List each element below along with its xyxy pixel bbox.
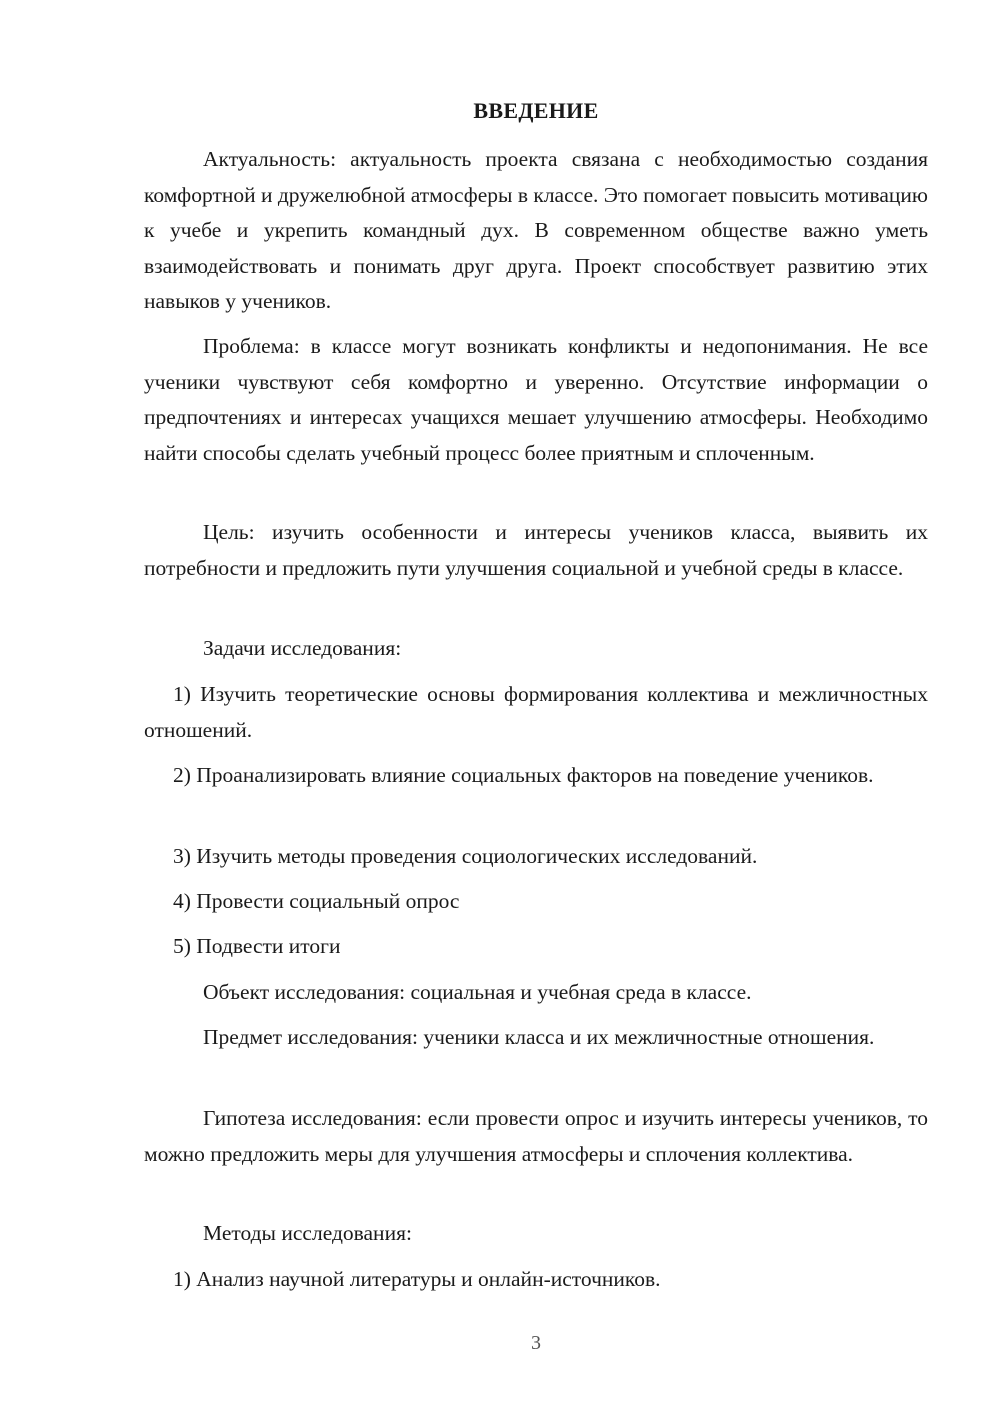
task-item-text: 2) Проанализировать влияние социальных факторов на поведение учеников. (173, 763, 874, 787)
task-item-4 (144, 884, 928, 920)
paragraph-object (144, 975, 928, 1011)
object-text: Объект исследования: социальная и учебная среда в классе. (203, 980, 752, 1004)
tasks-heading-text: Задачи исследования: (203, 636, 402, 660)
paragraph-goal (144, 515, 928, 586)
paragraph-subject (144, 1020, 928, 1056)
methods-heading (144, 1216, 928, 1252)
paragraph-problem (144, 329, 928, 471)
methods-heading-text: Методы исследования: (203, 1221, 412, 1245)
method-item-text: 1) Анализ научной литературы и онлайн-источников. (173, 1267, 661, 1291)
problem-text: Проблема: в классе могут возникать конфликты и недопонимания. Не все ученики чувствуют себя комфортно и уверенно. Отсутствие информации о предпочтениях и интересах учащихся мешает улучшению атмосферы. Необходимо найти способы сделать учебный процесс более приятным и сплоченным. (144, 334, 928, 465)
task-item-1 (144, 677, 928, 748)
task-item-text: 3) Изучить методы проведения социологических исследований. (173, 844, 758, 868)
task-item-text: 5) Подвести итоги (173, 934, 341, 958)
task-item-5 (144, 929, 928, 965)
subject-text: Предмет исследования: ученики класса и их межличностные отношения. (203, 1025, 875, 1049)
goal-text: Цель: изучить особенности и интересы учеников класса, выявить их потребности и предложить пути улучшения социальной и учебной среды в классе. (144, 520, 928, 580)
relevance-text: Актуальность: актуальность проекта связана с необходимостью создания комфортной и дружелюбной атмосферы в классе. Это помогает повысить мотивацию к учебе и укрепить командный дух. В современном обществе важно уметь взаимодействовать и понимать друг друга. Проект способствует развитию этих навыков у учеников. (144, 147, 928, 313)
method-item-1 (144, 1262, 928, 1298)
paragraph-relevance (144, 142, 928, 320)
task-item-text: 4) Провести социальный опрос (173, 889, 460, 913)
task-item-2 (144, 758, 928, 794)
paragraph-hypothesis (144, 1101, 928, 1172)
task-item-3 (144, 839, 928, 875)
page-title: ВВЕДЕНИЕ (473, 98, 599, 123)
page-number: 3 (531, 1332, 541, 1354)
tasks-heading (144, 631, 928, 667)
task-item-text: 1) Изучить теоретические основы формирования коллектива и межличностных отношений. (144, 682, 928, 742)
hypothesis-text: Гипотеза исследования: если провести опрос и изучить интересы учеников, то можно предложить меры для улучшения атмосферы и сплочения коллектива. (144, 1106, 928, 1166)
